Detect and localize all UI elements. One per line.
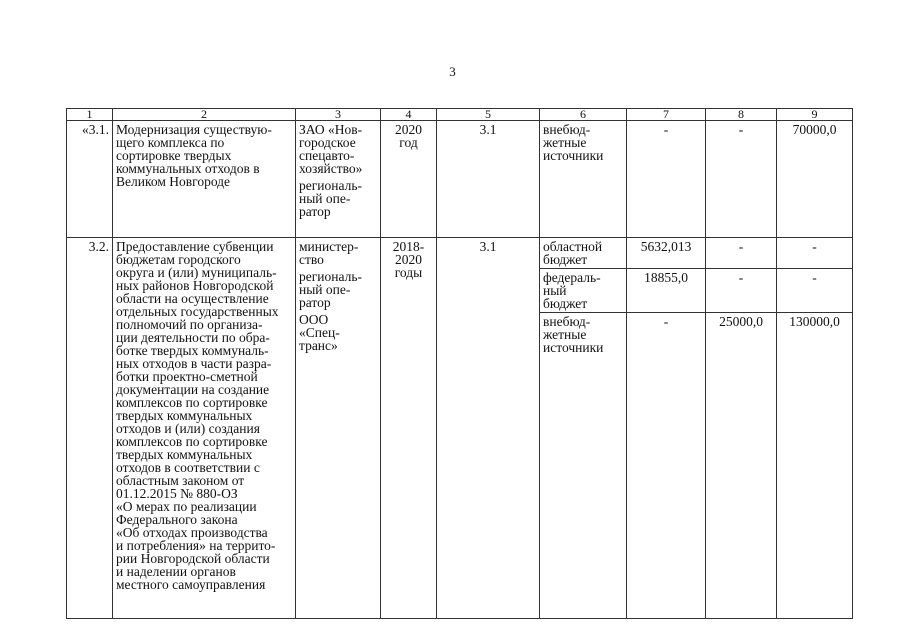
text-line: Великом Новгороде	[116, 174, 231, 189]
text-line: округа и (или) муниципаль-	[116, 265, 277, 280]
text-line: коммунальных отходов в	[116, 161, 260, 176]
funding-source	[540, 121, 627, 238]
text-line: «О мерах по реализации	[116, 499, 257, 514]
value-col7: 18855,0	[627, 269, 706, 313]
value-col7: -	[627, 121, 706, 238]
text-line: Предоставление субвенции	[116, 239, 274, 254]
text-line: федераль-	[543, 270, 601, 285]
text-line: твердых коммунальных	[116, 408, 253, 423]
text-line: региональ-	[299, 269, 362, 284]
text-line: ботки проектно-сметной	[116, 369, 258, 384]
text-line: бюджет	[543, 252, 588, 267]
text-line: ных отходов в части разра-	[116, 356, 272, 371]
text-line: годы	[394, 265, 423, 280]
text-line: твердых коммунальных	[116, 447, 253, 462]
header-cell: 1	[67, 109, 113, 121]
text-line: отдельных государственных	[116, 304, 279, 319]
executor-entry	[299, 179, 377, 218]
value-col9: -	[777, 269, 853, 313]
text-line: ный	[543, 283, 567, 298]
text-line: ных районов Новгородской	[116, 278, 274, 293]
text-line: рии Новгородской области	[116, 551, 270, 566]
activity-name	[113, 121, 296, 238]
text-line: и потребления» на террито-	[116, 538, 276, 553]
text-line: источники	[543, 340, 604, 355]
text-line: ратор	[299, 295, 331, 310]
funding-source	[540, 238, 627, 269]
text-line: документации на создание	[116, 382, 270, 397]
text-line: областной	[543, 239, 603, 254]
text-line: 2020	[395, 122, 422, 137]
text-line: области на осуществление	[116, 291, 269, 306]
text-line: региональ-	[299, 178, 362, 193]
text-line: «Спец-	[299, 325, 340, 340]
value-col7: -	[627, 313, 706, 619]
text-line: транс»	[299, 338, 338, 353]
text-line: городское	[299, 135, 356, 150]
value-col9: 130000,0	[777, 313, 853, 619]
value-col8: -	[706, 269, 777, 313]
header-cell: 5	[437, 109, 540, 121]
value-col7: 5632,013	[627, 238, 706, 269]
table-row	[67, 238, 853, 269]
header-cell: 6	[540, 109, 627, 121]
executor-entry	[299, 313, 377, 352]
header-cell: 8	[706, 109, 777, 121]
table-row	[67, 121, 853, 238]
text-line: отходов в соответствии с	[116, 460, 260, 475]
value-col8: -	[706, 238, 777, 269]
text-line: Федерального закона	[116, 512, 238, 527]
text-line: комплексов по сортировке	[116, 395, 268, 410]
text-line: 2018-	[392, 239, 425, 254]
header-cell: 2	[113, 109, 296, 121]
text-line: щего комплекса по	[116, 135, 225, 150]
header-cell: 9	[777, 109, 853, 121]
header-cell: 7	[627, 109, 706, 121]
column-numbers-row	[67, 109, 853, 121]
text-line: областным законом от	[116, 473, 245, 488]
text-line: год	[399, 135, 418, 150]
row-number: «3.1.	[67, 121, 113, 238]
text-line: жетные	[543, 135, 587, 150]
text-line: ботке твердых коммуналь-	[116, 343, 269, 358]
text-line: внебюд-	[543, 122, 591, 137]
text-line: спецавто-	[299, 148, 355, 163]
funding-source	[540, 269, 627, 313]
header-cell: 4	[381, 109, 437, 121]
text-line: ство	[299, 252, 324, 267]
text-line: комплексов по сортировке	[116, 434, 268, 449]
text-line: бюджетам городского	[116, 252, 241, 267]
text-line: ЗАО «Нов-	[299, 122, 363, 137]
text-line: хозяйство»	[299, 161, 363, 176]
text-line: ции деятельности по обра-	[116, 330, 270, 345]
text-line: Модернизация существую-	[116, 122, 272, 137]
text-line: полномочий по организа-	[116, 317, 263, 332]
code-cell: 3.1	[437, 238, 540, 619]
period-cell	[381, 121, 437, 238]
funding-source	[540, 313, 627, 619]
text-line: 01.12.2015 № 880-ОЗ	[116, 486, 238, 501]
executor-entry	[299, 270, 377, 309]
text-line: ный опе-	[299, 191, 351, 206]
row-number: 3.2.	[67, 238, 113, 619]
code-cell: 3.1	[437, 121, 540, 238]
page-number: 3	[449, 64, 456, 79]
text-line: министер-	[299, 239, 359, 254]
text-line: внебюд-	[543, 314, 591, 329]
value-col9: 70000,0	[777, 121, 853, 238]
value-col8: -	[706, 121, 777, 238]
value-col8: 25000,0	[706, 313, 777, 619]
period-cell	[381, 238, 437, 619]
text-line: сортировке твердых	[116, 148, 232, 163]
value-col9: -	[777, 238, 853, 269]
text-line: и наделении органов	[116, 564, 236, 579]
executors-cell	[296, 238, 381, 619]
executors-cell	[296, 121, 381, 238]
text-line: ратор	[299, 204, 331, 219]
executor-entry	[299, 123, 377, 175]
text-line: жетные	[543, 327, 587, 342]
activity-name	[113, 238, 296, 619]
header-cell: 3	[296, 109, 381, 121]
text-line: ООО	[299, 312, 329, 327]
text-line: источники	[543, 148, 604, 163]
text-line: местного самоуправления	[116, 577, 266, 592]
text-line: отходов и (или) создания	[116, 421, 260, 436]
text-line: бюджет	[543, 296, 588, 311]
text-line: 2020	[395, 252, 422, 267]
executor-entry	[299, 240, 377, 266]
text-line: «Об отходах производства	[116, 525, 268, 540]
text-line: ный опе-	[299, 282, 351, 297]
program-table	[66, 108, 853, 619]
